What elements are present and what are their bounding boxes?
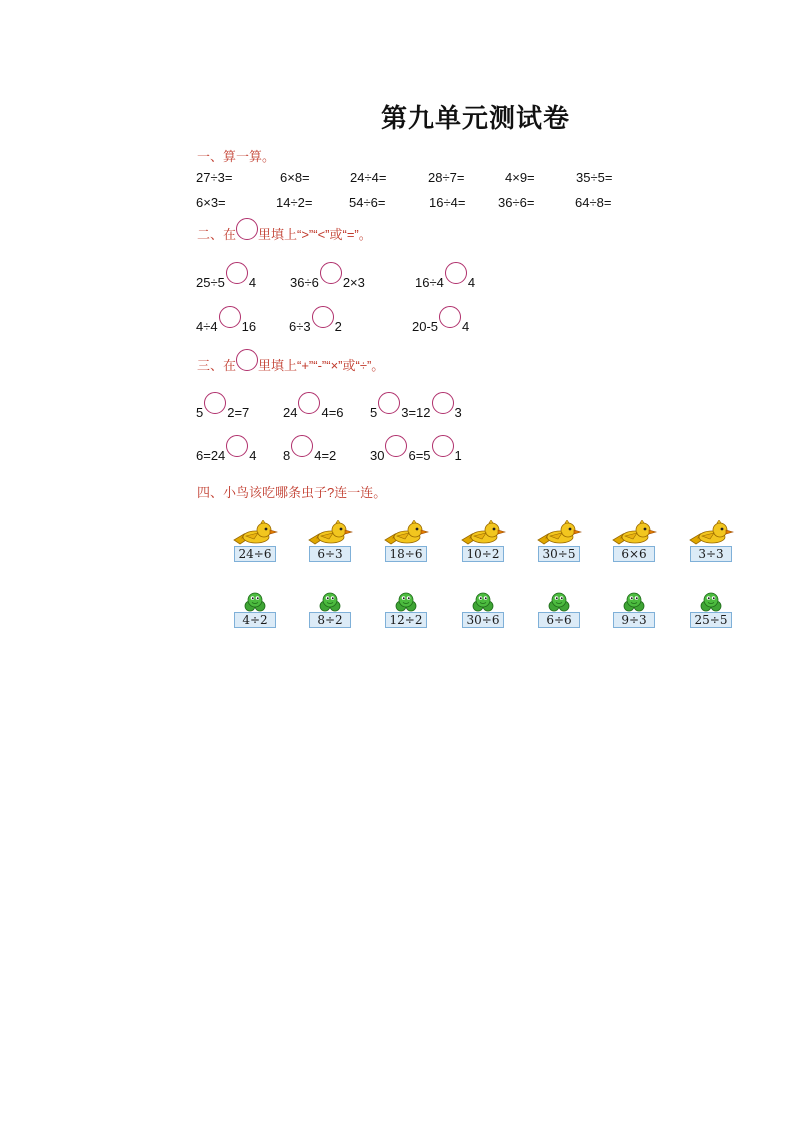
worm-card[interactable] bbox=[307, 590, 353, 628]
section2-heading-prefix: 二、在 bbox=[197, 227, 237, 242]
bird-expression: 24÷6 bbox=[234, 546, 276, 562]
calc-item: 14÷2= bbox=[276, 195, 313, 210]
operator-item: 24 4=6 bbox=[283, 398, 344, 420]
calc-item: 24÷4= bbox=[350, 170, 387, 185]
calc-item: 64÷8= bbox=[575, 195, 612, 210]
answer-circle[interactable] bbox=[291, 435, 313, 457]
worm-card[interactable] bbox=[611, 590, 657, 628]
answer-circle[interactable] bbox=[432, 435, 454, 457]
answer-circle[interactable] bbox=[445, 262, 467, 284]
section2-heading-suffix: 里填上“>”“<”或“=”。 bbox=[258, 227, 372, 242]
worm-expression: 30÷6 bbox=[462, 612, 504, 628]
page-title: 第九单元测试卷 bbox=[381, 104, 571, 134]
worm-expression: 4÷2 bbox=[234, 612, 276, 628]
answer-circle bbox=[236, 349, 258, 371]
compare-item: 6÷3 2 bbox=[289, 312, 342, 334]
worm-icon bbox=[688, 590, 734, 612]
calc-item: 6×8= bbox=[280, 170, 310, 185]
bird-expression: 3÷3 bbox=[690, 546, 732, 562]
section3-heading-prefix: 三、在 bbox=[197, 358, 237, 373]
section3-heading-suffix: 里填上“+”“-”“×”或“÷”。 bbox=[258, 358, 385, 373]
answer-circle[interactable] bbox=[312, 306, 334, 328]
worm-expression: 9÷3 bbox=[613, 612, 655, 628]
bird-expression: 30÷5 bbox=[538, 546, 580, 562]
calc-item: 6×3= bbox=[196, 195, 226, 210]
bird-expression: 18÷6 bbox=[385, 546, 427, 562]
calc-item: 36÷6= bbox=[498, 195, 535, 210]
answer-circle[interactable] bbox=[320, 262, 342, 284]
answer-circle[interactable] bbox=[226, 435, 248, 457]
answer-circle[interactable] bbox=[219, 306, 241, 328]
worm-expression: 25÷5 bbox=[690, 612, 732, 628]
bird-expression: 10÷2 bbox=[462, 546, 504, 562]
bird-card[interactable] bbox=[536, 520, 582, 562]
answer-circle[interactable] bbox=[226, 262, 248, 284]
answer-circle[interactable] bbox=[432, 392, 454, 414]
answer-circle[interactable] bbox=[385, 435, 407, 457]
compare-item: 16÷4 4 bbox=[415, 268, 475, 290]
worm-expression: 12÷2 bbox=[385, 612, 427, 628]
compare-item: 25÷5 4 bbox=[196, 268, 256, 290]
calc-item: 28÷7= bbox=[428, 170, 465, 185]
worm-card[interactable] bbox=[536, 590, 582, 628]
bird-card[interactable] bbox=[232, 520, 278, 562]
worm-icon bbox=[232, 590, 278, 612]
bird-card[interactable] bbox=[460, 520, 506, 562]
worm-icon bbox=[611, 590, 657, 612]
answer-circle[interactable] bbox=[204, 392, 226, 414]
operator-item: 5 2=7 bbox=[196, 398, 249, 420]
bird-icon bbox=[232, 520, 278, 546]
bird-expression: 6×6 bbox=[613, 546, 655, 562]
worm-expression: 8÷2 bbox=[309, 612, 351, 628]
calc-item: 16÷4= bbox=[429, 195, 466, 210]
compare-item: 4÷4 16 bbox=[196, 312, 256, 334]
worm-icon bbox=[307, 590, 353, 612]
worm-icon bbox=[460, 590, 506, 612]
calc-item: 54÷6= bbox=[349, 195, 386, 210]
bird-icon bbox=[611, 520, 657, 546]
operator-item: 5 3=12 3 bbox=[370, 398, 462, 420]
worm-card[interactable] bbox=[383, 590, 429, 628]
answer-circle[interactable] bbox=[298, 392, 320, 414]
bird-icon bbox=[536, 520, 582, 546]
answer-circle[interactable] bbox=[378, 392, 400, 414]
bird-card[interactable] bbox=[307, 520, 353, 562]
section1-heading: 一、算一算。 bbox=[197, 149, 276, 164]
bird-icon bbox=[460, 520, 506, 546]
worm-card[interactable] bbox=[460, 590, 506, 628]
worm-card[interactable] bbox=[232, 590, 278, 628]
bird-card[interactable] bbox=[688, 520, 734, 562]
calc-item: 4×9= bbox=[505, 170, 535, 185]
worm-card[interactable] bbox=[688, 590, 734, 628]
answer-circle[interactable] bbox=[439, 306, 461, 328]
compare-item: 20-5 4 bbox=[412, 312, 469, 334]
worm-expression: 6÷6 bbox=[538, 612, 580, 628]
bird-card[interactable] bbox=[611, 520, 657, 562]
operator-item: 8 4=2 bbox=[283, 441, 336, 463]
bird-card[interactable] bbox=[383, 520, 429, 562]
calc-item: 35÷5= bbox=[576, 170, 613, 185]
bird-icon bbox=[688, 520, 734, 546]
operator-item: 30 6=5 1 bbox=[370, 441, 462, 463]
calc-item: 27÷3= bbox=[196, 170, 233, 185]
section4-heading: 四、小鸟该吃哪条虫子?连一连。 bbox=[197, 485, 387, 500]
section3-heading bbox=[197, 355, 384, 374]
answer-circle bbox=[236, 218, 258, 240]
bird-expression: 6÷3 bbox=[309, 546, 351, 562]
bird-icon bbox=[383, 520, 429, 546]
section2-heading bbox=[197, 224, 372, 243]
bird-icon bbox=[307, 520, 353, 546]
operator-item: 6=24 4 bbox=[196, 441, 257, 463]
worm-icon bbox=[383, 590, 429, 612]
worm-icon bbox=[536, 590, 582, 612]
compare-item: 36÷6 2×3 bbox=[290, 268, 365, 290]
